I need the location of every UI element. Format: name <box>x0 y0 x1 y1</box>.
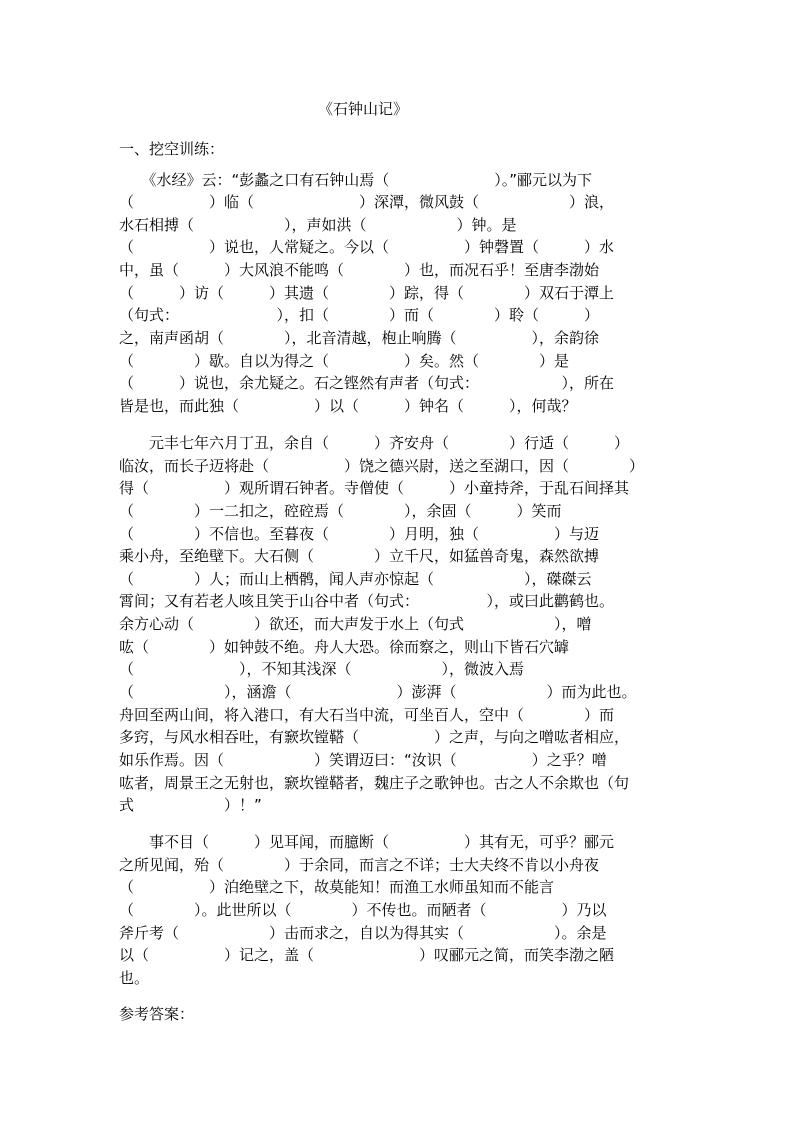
text-line: （ ）说也，人常疑之。今以（ ）钟磬置（ ）水 <box>119 238 615 256</box>
answers-heading: 参考答案： <box>119 1005 195 1023</box>
text-line: 吰（ ）如钟鼓不绝。舟人大恐。徐而察之，则山下皆石穴罅 <box>119 638 570 656</box>
text-line: 多窍，与风水相吞吐，有窾坎镗鞳（ ）之声，与向之噌吰者相应， <box>119 728 630 746</box>
text-line: （ ）访（ ）其遗（ ）踪，得（ ）双石于潭上 <box>119 284 615 302</box>
text-line: 得（ ）观所谓石钟者。寺僧使（ ）小童持斧，于乱石间择其 <box>119 479 630 497</box>
text-line: （ ）临（ ）深潭，微风鼓（ ）浪， <box>119 193 615 211</box>
text-line: （句式： ），扣（ ）而（ ）聆（ ） <box>119 306 600 324</box>
text-line: 《水经》云：“彭蠡之口有石钟山焉（ ）。”郦元以为下 <box>119 171 593 189</box>
text-line: 霄间；又有若老人咳且笑于山谷中者（句式： ），或曰此鹳鹤也。 <box>119 592 615 610</box>
text-line: 元丰七年六月丁丑，余自（ ）齐安舟（ ）行适（ ） <box>119 434 630 452</box>
text-line: （ ），不知其浅深（ ），微波入焉 <box>119 660 525 678</box>
text-line: （ ）一二扣之，硿硿焉（ ），余固（ ）笑而 <box>119 502 562 520</box>
text-line: 中，虽（ ）大风浪不能鸣（ ）也，而况石乎！至唐李渤始 <box>119 261 600 279</box>
text-line: 之，南声函胡（ ），北音清越，枹止响腾（ ），余韵徐 <box>119 329 600 347</box>
text-line: 皆是也，而此独（ ）以（ ）钟名（ ），何哉？ <box>119 397 577 415</box>
text-line: 舟回至两山间，将入港口，有大石当中流，可坐百人，空中（ ）而 <box>119 706 615 724</box>
text-line: 事不目（ ）见耳闻，而臆断（ ）其有无，可乎？郦元 <box>119 833 615 851</box>
text-line: 也。 <box>119 969 150 987</box>
section-heading: 一、挖空训练： <box>119 140 225 158</box>
text-line: （ ）。此世所以（ ）不传也。而陋者（ ）乃以 <box>119 901 607 919</box>
text-line: （ ）不信也。至暮夜（ ）月明，独（ ）与迈 <box>119 525 600 543</box>
text-line: 水石相搏（ ），声如洪（ ）钟。是 <box>119 216 517 234</box>
text-line: 式 ）！” <box>119 796 262 814</box>
text-line: （ ）说也，余尤疑之。石之铿然有声者（句式： ），所在 <box>119 374 615 392</box>
page-title: 《石钟山记》 <box>318 100 409 118</box>
text-line: 之所见闻，殆（ ）于余同，而言之不详；士大夫终不肯以小舟夜 <box>119 856 600 874</box>
text-line: （ ）泊绝壁之下，故莫能知！而渔工水师虽知而不能言 <box>119 878 555 896</box>
text-line: 斧斤考（ ）击而求之，自以为得其实（ ）。余是 <box>119 924 607 942</box>
text-line: 临汝，而长子迈将赴（ ）饶之德兴尉，送之至湖口，因（ ） <box>119 457 645 475</box>
text-line: 以（ ）记之，盖（ ）叹郦元之简，而笑李渤之陋 <box>119 946 615 964</box>
text-line: （ ）歇。自以为得之（ ）矣。然（ ）是 <box>119 352 570 370</box>
text-line: 吰者，周景王之无射也，窾坎镗鞳者，魏庄子之歌钟也。古之人不余欺也（句 <box>119 774 630 792</box>
text-line: 余方心动（ ）欲还，而大声发于水上（句式 ），噌 <box>119 615 592 633</box>
text-line: 如乐作焉。因（ ）笑谓迈曰：“汝识（ ）之乎？噌 <box>119 751 607 769</box>
text-line: （ ）人；而山上栖鹘，闻人声亦惊起（ ），磔磔云 <box>119 570 592 588</box>
text-line: （ ），涵澹（ ）澎湃（ ）而为此也。 <box>119 683 637 701</box>
text-line: 乘小舟，至绝壁下。大石侧（ ）立千尺，如猛兽奇鬼，森然欲搏 <box>119 547 600 565</box>
